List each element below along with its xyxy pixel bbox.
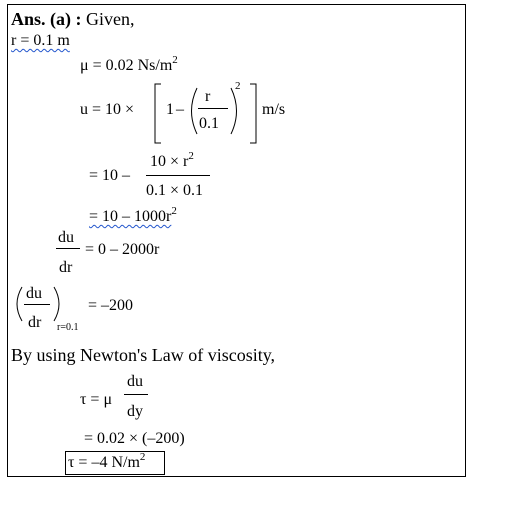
eval-right-paren (54, 287, 59, 321)
derivative-num: du (58, 229, 74, 246)
velocity-lhs: u = 10 × (80, 101, 135, 118)
step2-text: = 10 – 1000r (89, 208, 172, 225)
tau-den: dy (127, 403, 143, 420)
eval-num: du (26, 285, 42, 302)
substitution: = 0.02 × (–200) (84, 430, 185, 447)
step1-num-text: 10 × r (150, 153, 189, 170)
answer-label: Ans. (a) : (11, 9, 82, 29)
left-paren (192, 88, 198, 134)
result-exponent: 2 (139, 451, 146, 463)
velocity-fraction-den: 0.1 (199, 115, 219, 132)
tau-num: du (127, 373, 143, 390)
velocity-minus: – (176, 101, 184, 118)
velocity-one: 1 (166, 101, 174, 118)
given-label: Given, (86, 9, 135, 29)
velocity-unit: m/s (262, 101, 286, 118)
derivative-rhs: = 0 – 2000r (85, 241, 160, 258)
left-square-bracket (155, 84, 161, 143)
result (68, 453, 145, 473)
right-square-bracket (250, 84, 256, 143)
newton-statement: By using Newton's Law of viscosity, (11, 345, 276, 365)
eval-left-paren (17, 287, 22, 321)
step1-num-exponent: 2 (188, 150, 194, 162)
step1-num (150, 152, 194, 172)
velocity-fraction-bar (198, 108, 228, 109)
step1-lhs: = 10 – (89, 167, 131, 184)
derivative-bar (56, 248, 80, 249)
result-text: τ = –4 N/m (68, 454, 140, 471)
eval-subscript: r=0.1 (57, 322, 79, 333)
tau-lhs: τ = μ (80, 391, 113, 408)
velocity-exponent: 2 (235, 80, 241, 92)
step1-fraction-bar (146, 175, 210, 176)
velocity-fraction-num: r (205, 88, 211, 105)
eval-bar (24, 304, 50, 305)
step2-exponent: 2 (171, 205, 177, 217)
eval-rhs: = –200 (88, 297, 134, 314)
step1-den: 0.1 × 0.1 (146, 182, 204, 199)
given-radius: r = 0.1 m (11, 32, 70, 49)
given-viscosity-text: μ = 0.02 Ns/m (80, 57, 173, 74)
step2 (89, 207, 177, 227)
given-viscosity-exponent: 2 (172, 54, 178, 66)
eval-den: dr (28, 314, 42, 331)
tau-bar (124, 394, 148, 395)
derivative-den: dr (59, 259, 73, 276)
